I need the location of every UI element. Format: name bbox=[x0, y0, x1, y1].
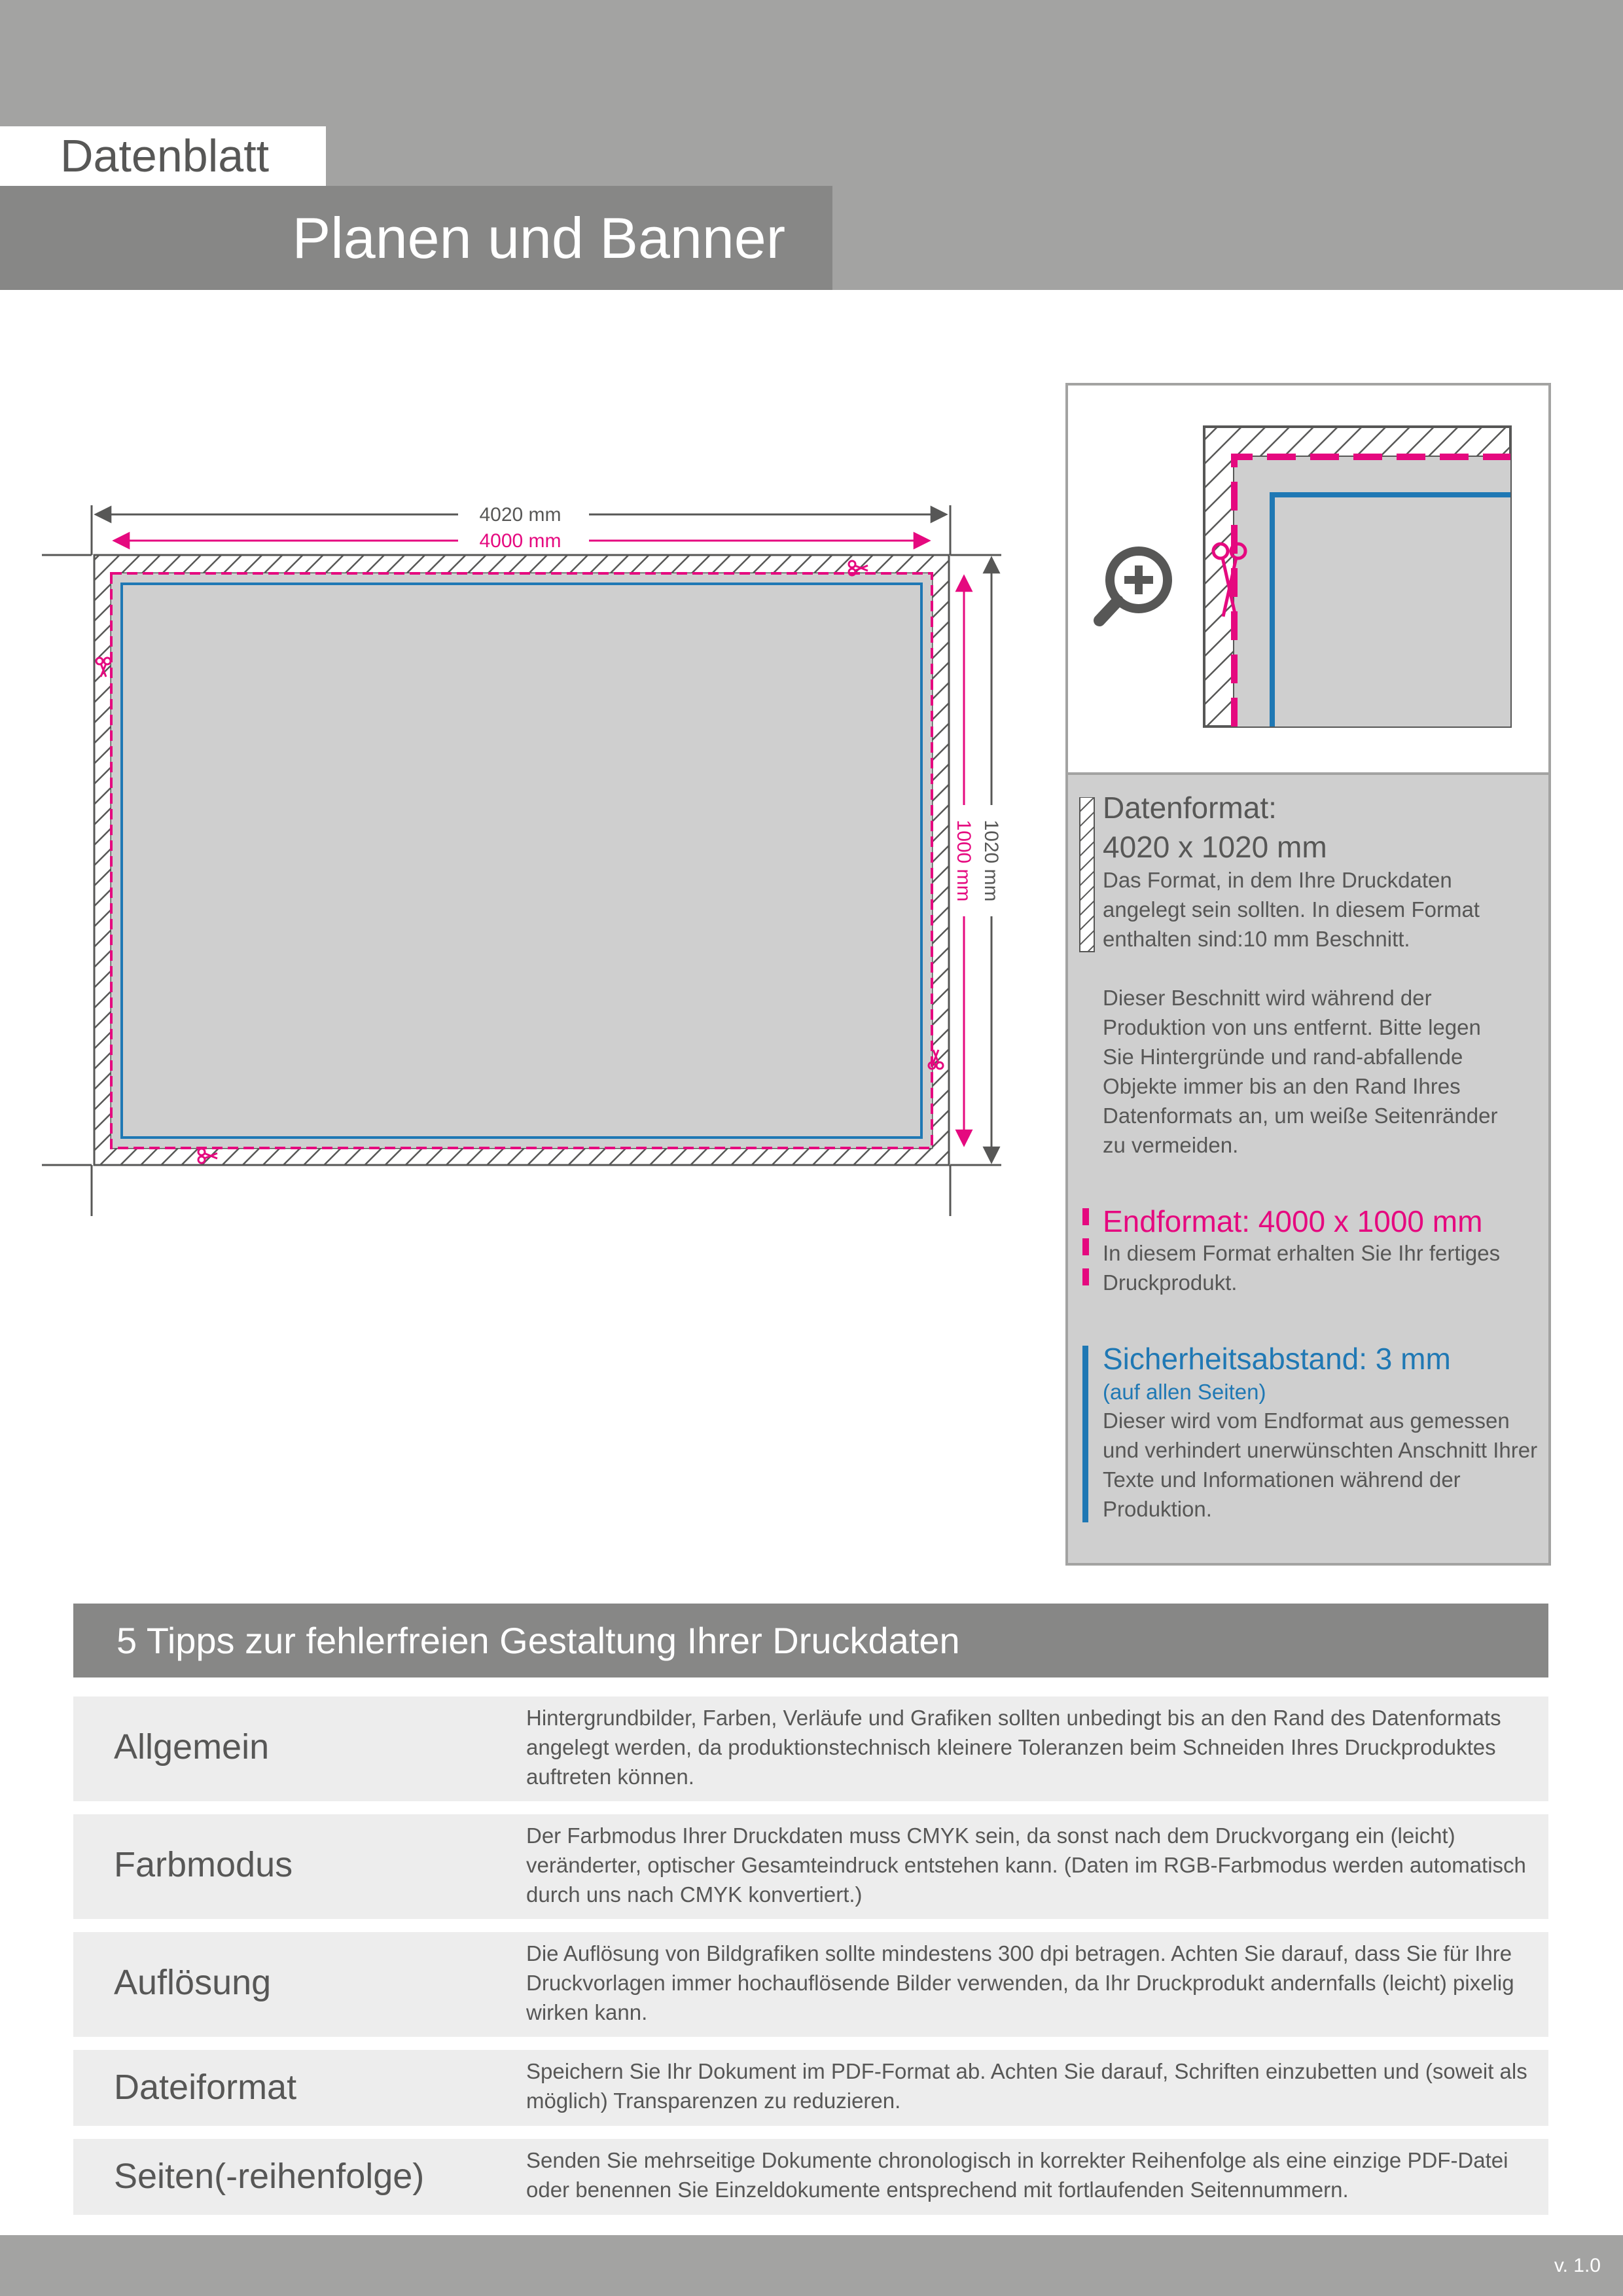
tip-text: Die Auflösung von Bildgrafiken sollte mindestens 300 dpi betragen. Achten Sie darauf, dass Sie für Ihre Druckvorlagen immer hochauflösende Bilder verwenden, da Ihr Druckprodukt andernfalls (leicht) pixelig wirken kann. bbox=[526, 1941, 1514, 2024]
tip-row-farbmodus bbox=[73, 1814, 1548, 1919]
tip-label: Dateiformat bbox=[114, 2068, 297, 2107]
zoom-in-icon bbox=[1099, 551, 1168, 620]
hatch-legend-marker bbox=[1079, 797, 1098, 954]
endformat-text: In diesem Format erhalten Sie Ihr fertiges Druckprodukt. bbox=[1103, 1241, 1501, 1295]
sicherheit-text: Dieser wird vom Endformat aus gemessen und verhindert unerwünschten Anschnitt Ihrer Texte und Informationen während der Produktion. bbox=[1103, 1408, 1538, 1521]
tip-label: Seiten(-reihenfolge) bbox=[114, 2157, 425, 2196]
tip-row-seiten bbox=[73, 2139, 1548, 2215]
tip-label: Auflösung bbox=[114, 1963, 272, 2002]
corner-detail bbox=[1086, 412, 1538, 753]
datenformat-value: 4020 x 1020 mm bbox=[1103, 830, 1327, 864]
tip-text: Der Farbmodus Ihrer Druckdaten muss CMYK sein, da sonst nach dem Druckvorgang ein (leicht) veränderter, optischer Gesamteindruck entstehen kann. (Daten im RGB-Farbmodus werden automatisch durch uns nach CMYK konvertiert.) bbox=[526, 1823, 1526, 1907]
tip-label: Farbmodus bbox=[114, 1845, 293, 1884]
datenformat-heading: Datenformat: bbox=[1103, 791, 1277, 825]
beschnitt-text: Dieser Beschnitt wird während der Produktion von uns entfernt. Bitte legen Sie Hintergründe und rand-abfallende Objekte immer bis an den Rand Ihres Datenformats an, um weiße Seitenränder zu vermeiden. bbox=[1103, 986, 1498, 1157]
height-inner-label: 1000 mm bbox=[953, 819, 974, 902]
safety-legend-marker bbox=[1082, 1346, 1088, 1522]
tip-row-dateiformat bbox=[73, 2050, 1548, 2126]
tip-row-aufloesung bbox=[73, 1932, 1548, 2037]
height-outer-label: 1020 mm bbox=[980, 819, 1002, 902]
sicherheit-heading: Sicherheitsabstand: 3 mm bbox=[1103, 1342, 1451, 1376]
version-label: v. 1.0 bbox=[1554, 2255, 1601, 2276]
tip-text: Hintergrundbilder, Farben, Verläufe und Grafiken sollten unbedingt bis an den Rand des Datenformats angelegt werden, da produktionstechnisch kleinere Toleranzen beim Schneiden Ihres Druckproduktes auftreten können. bbox=[526, 1706, 1501, 1789]
tip-row-allgemein bbox=[73, 1696, 1548, 1801]
page-title: Planen und Banner bbox=[292, 206, 785, 270]
width-outer-label: 4020 mm bbox=[479, 504, 562, 526]
datenformat-text: Das Format, in dem Ihre Druckdaten angelegt sein sollten. In diesem Format enthalten sind:10 mm Beschnitt. bbox=[1103, 868, 1480, 951]
format-diagram bbox=[26, 484, 1021, 1224]
width-inner-label: 4000 mm bbox=[479, 530, 562, 552]
tip-text: Senden Sie mehrseitige Dokumente chronologisch in korrekter Reihenfolge als eine einzige PDF-Datei oder benennen Sie Einzeldokumente entsprechend mit fortlaufenden Seitennummern. bbox=[526, 2148, 1508, 2202]
doc-label: Datenblatt bbox=[60, 130, 270, 181]
endformat-heading: Endformat: 4000 x 1000 mm bbox=[1103, 1204, 1483, 1238]
tip-text: Speichern Sie Ihr Dokument im PDF-Format ab. Achten Sie darauf, Schriften einzubetten und (soweit als möglich) Transparenzen zu reduzieren. bbox=[526, 2059, 1527, 2113]
tips-title: 5 Tipps zur fehlerfreien Gestaltung Ihrer Druckdaten bbox=[116, 1620, 960, 1661]
footer-band bbox=[0, 2235, 1623, 2296]
tip-label: Allgemein bbox=[114, 1727, 270, 1767]
paper-area bbox=[111, 573, 932, 1148]
sicherheit-sub: (auf allen Seiten) bbox=[1103, 1380, 1266, 1404]
trim-legend-marker bbox=[1082, 1208, 1089, 1293]
